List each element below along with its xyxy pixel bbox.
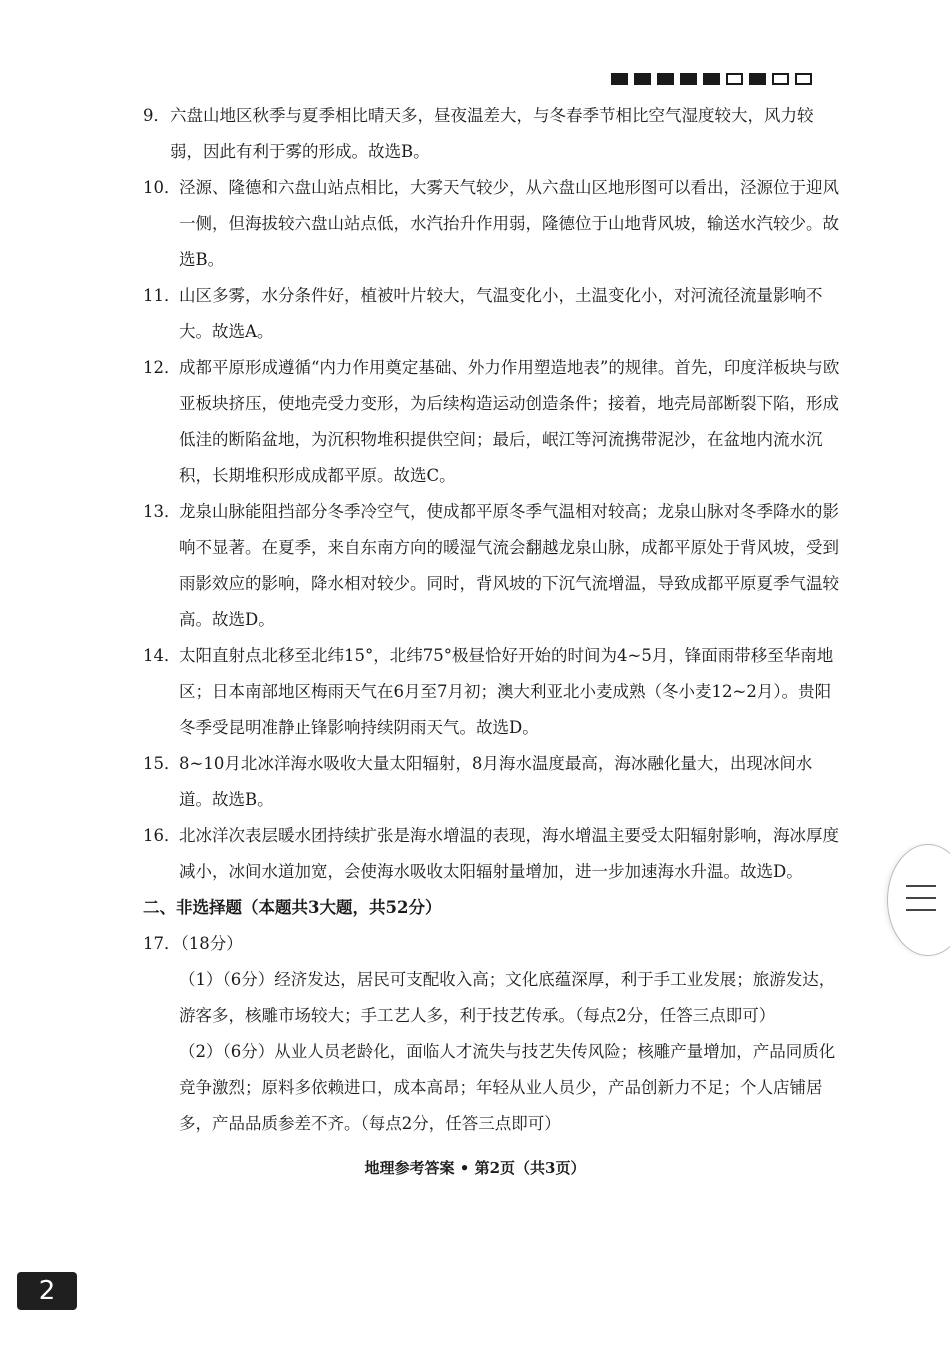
page-progress-marks — [611, 73, 812, 85]
question-17-part-2: （2）（6分）从业人员老龄化，面临人才流失与技艺失传风险；核雕产量增加，产品同质化竞争激烈；原料多依赖进口，成本高昂；年轻从业人员少，产品创新力不足；个人店铺居多，产品品质参差不齐。（每点2分，任答三点即可） — [179, 1042, 836, 1133]
side-menu-handle[interactable] — [887, 844, 950, 956]
answer-item — [143, 350, 843, 494]
answer-item — [143, 278, 843, 350]
progress-mark — [634, 73, 651, 85]
answer-text: 泾源、隆德和六盘山站点相比，大雾天气较少，从六盘山区地形图可以看出，泾源位于迎风一侧，但海拔较六盘山站点低，水汽抬升作用弱，隆德位于山地背风坡，输送水汽较少。故选B。 — [179, 178, 839, 269]
page-number-badge: 2 — [17, 1272, 77, 1310]
answer-item — [143, 818, 843, 890]
progress-mark — [657, 73, 674, 85]
answer-text: 8~10月北冰洋海水吸收大量太阳辐射，8月海水温度最高，海冰融化量大，出现冰间水道。故选B。 — [179, 754, 813, 809]
answer-number: 14． — [143, 646, 181, 665]
answer-item — [143, 170, 843, 278]
answer-text: 太阳直射点北移至北纬15°，北纬75°极昼恰好开始的时间为4~5月，锋面雨带移至华南地区；日本南部地区梅雨天气在6月至7月初；澳大利亚北小麦成熟（冬小麦12~2月）。贵阳冬季受昆明准静止锋影响持续阴雨天气。故选D。 — [179, 646, 834, 737]
section-heading: 二、非选择题（本题共3大题，共52分） — [143, 898, 442, 917]
answer-number: 12． — [143, 358, 181, 377]
progress-mark — [749, 73, 766, 85]
answer-content — [143, 98, 843, 1142]
answer-text: 成都平原形成遵循“内力作用奠定基础、外力作用塑造地表”的规律。首先，印度洋板块与欧亚板块挤压，使地壳受力变形，为后续构造运动创造条件；接着，地壳局部断裂下陷，形成低洼的断陷盆地，为沉积物堆积提供空间；最后，岷江等河流携带泥沙，在盆地内流水沉积，长期堆积形成成都平原。故选C。 — [179, 358, 840, 485]
answer-text: 龙泉山脉能阻挡部分冬季冷空气，使成都平原冬季气温相对较高；龙泉山脉对冬季降水的影响不显著。在夏季，来自东南方向的暖湿气流会翻越龙泉山脉，成都平原处于背风坡，受到雨影效应的影响，降水相对较少。同时，背风坡的下沉气流增温，导致成都平原夏季气温较高。故选D。 — [179, 502, 839, 629]
answer-number: 9． — [143, 106, 170, 125]
answer-number: 10． — [143, 178, 181, 197]
answer-number: 15． — [143, 754, 181, 773]
progress-mark — [772, 73, 789, 85]
answer-number: 13． — [143, 502, 181, 521]
progress-mark — [726, 73, 743, 85]
answer-text: 北冰洋次表层暖水团持续扩张是海水增温的表现，海水增温主要受太阳辐射影响，海冰厚度减小，冰间水道加宽，会使海水吸收太阳辐射量增加，进一步加速海水升温。故选D。 — [179, 826, 839, 881]
answer-number: 16． — [143, 826, 181, 845]
answer-text: 六盘山地区秋季与夏季相比晴天多，昼夜温差大，与冬春季节相比空气湿度较大，风力较弱，因此有利于雾的形成。故选B。 — [170, 106, 814, 161]
page-footer: 地理参考答案 • 第2页（共3页） — [364, 1159, 586, 1177]
question-17-part-1: （1）（6分）经济发达，居民可支配收入高；文化底蕴深厚，利于手工业发展；旅游发达，游客多，核雕市场较大；手工艺人多，利于技艺传承。（每点2分，任答三点即可） — [179, 970, 836, 1025]
answer-item — [143, 746, 843, 818]
progress-mark — [611, 73, 628, 85]
answer-item — [143, 98, 843, 170]
answer-item — [143, 494, 843, 638]
progress-mark — [703, 73, 720, 85]
progress-mark — [795, 73, 812, 85]
progress-mark — [680, 73, 697, 85]
question-17-title: 17．（18分） — [143, 934, 243, 953]
answer-text: 山区多雾，水分条件好，植被叶片较大，气温变化小，土温变化小，对河流径流量影响不大。故选A。 — [179, 286, 823, 341]
answer-item — [143, 638, 843, 746]
answer-number: 11． — [143, 286, 181, 305]
